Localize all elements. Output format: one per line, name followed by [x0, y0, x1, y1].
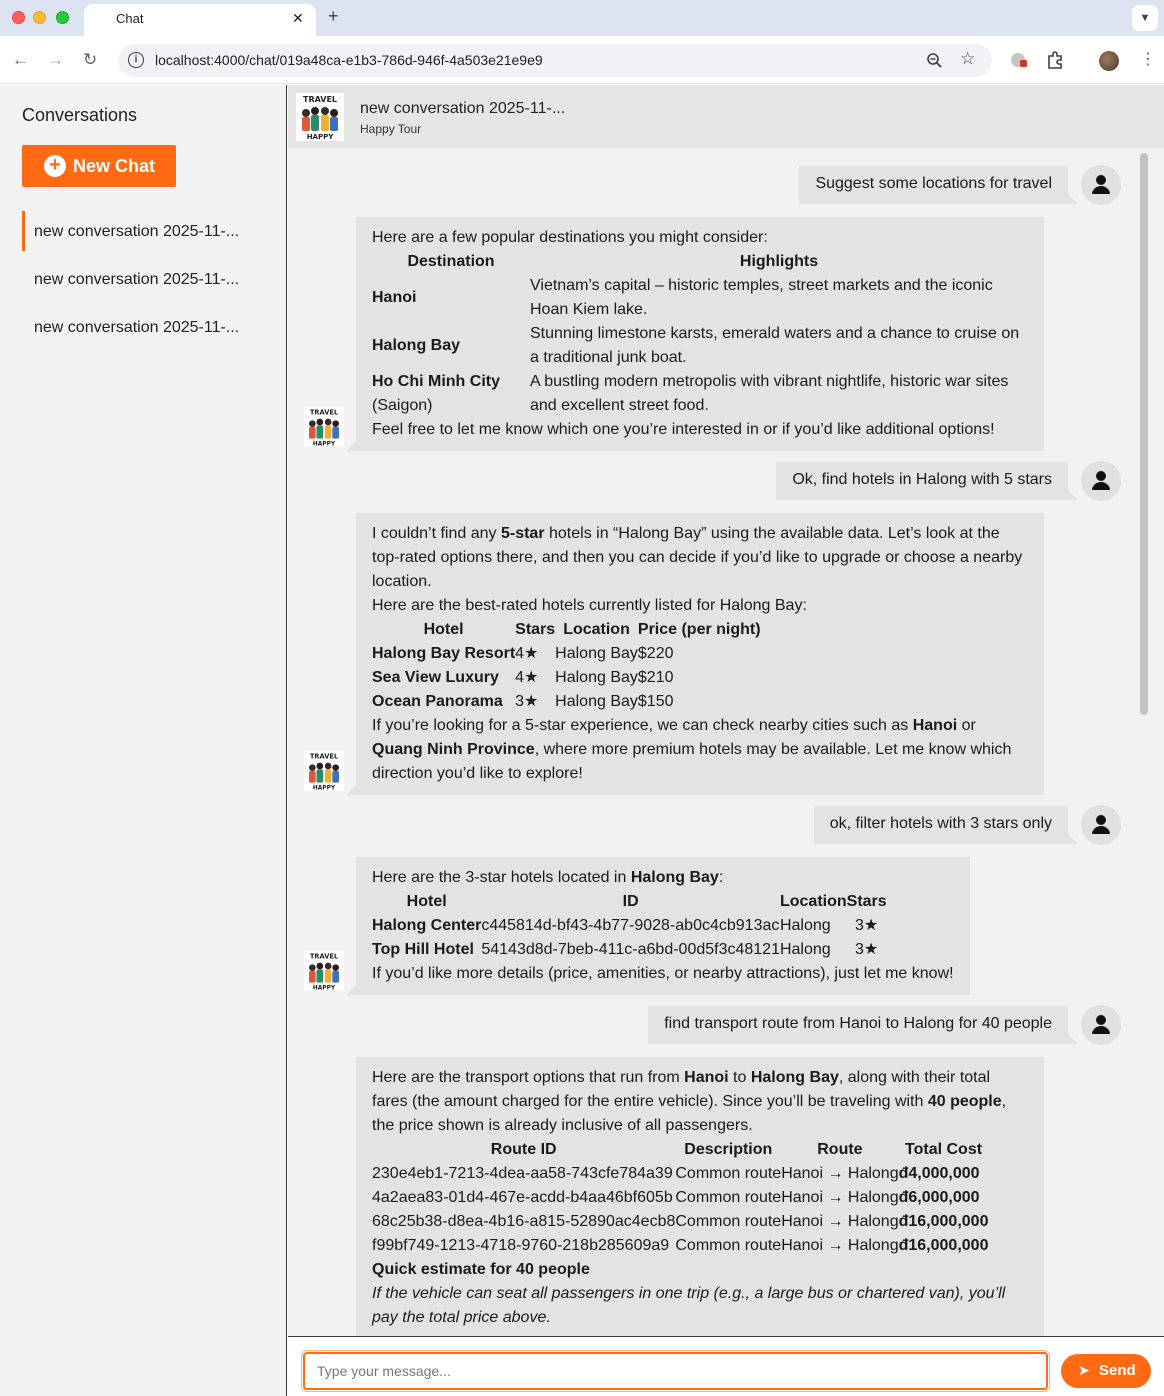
table-row: f99bf749-1213-4718-9760-218b285609a9 Common route Hanoi → Halong đ16,000,000: [372, 1237, 989, 1254]
table-header: Stars: [846, 893, 887, 910]
site-info-icon[interactable]: i: [128, 52, 144, 68]
assistant-avatar-logo: [304, 751, 344, 791]
user-message: ok, filter hotels with 3 stars only: [814, 806, 1068, 844]
svg-text:TRAVEL: TRAVEL: [302, 95, 338, 104]
assistant-avatar-logo: [304, 951, 344, 991]
conversation-item-3[interactable]: new conversation 2025-11-...: [34, 319, 240, 336]
close-window-button[interactable]: [12, 11, 25, 24]
message-text: Here are a few popular destinations you might consider:: [372, 229, 768, 246]
message-text: Feel free to let me know which one you’re interested in or if you’d like additional options!: [372, 421, 995, 438]
zoom-icon[interactable]: [926, 51, 944, 71]
new-tab-button[interactable]: +: [328, 6, 339, 26]
forward-arrow-icon[interactable]: →: [47, 50, 64, 69]
table-row: 68c25b38-d8ea-4b16-a815-52890ac4ecb8 Common route Hanoi → Halong đ16,000,000: [372, 1213, 989, 1230]
table-header: Location: [779, 893, 847, 910]
message-input[interactable]: [303, 1352, 1048, 1390]
table-header: Destination: [407, 253, 495, 270]
url-text: localhost:4000/chat/019a48ca-e1b3-786d-946f-4a503e21e9e9: [155, 52, 543, 68]
table-header: Hotel: [423, 621, 464, 638]
assistant-message: [356, 857, 970, 995]
browser-toolbar: [0, 36, 1164, 84]
user-avatar-icon: [1081, 805, 1121, 845]
table-header: Route ID: [490, 1141, 557, 1158]
address-bar[interactable]: [118, 44, 992, 77]
assistant-message: [356, 217, 1044, 451]
svg-text:TRAVEL: TRAVEL: [309, 408, 339, 417]
message-text: Quick estimate for 40 people: [372, 1261, 590, 1278]
svg-text:TRAVEL: TRAVEL: [309, 952, 339, 961]
chat-main: [288, 85, 1164, 1396]
assistant-message: [356, 513, 1044, 795]
user-message: Suggest some locations for travel: [799, 166, 1068, 204]
user-avatar-icon: [1081, 461, 1121, 501]
hotels-table: [372, 618, 761, 714]
user-message: find transport route from Hanoi to Halong for 40 people: [648, 1006, 1068, 1044]
extension-shield-icon[interactable]: [1009, 50, 1029, 70]
chat-title: new conversation 2025-11-...: [360, 100, 566, 117]
user-avatar-icon: [1081, 165, 1121, 205]
table-row: Sea View Luxury 4★ Halong Bay $210: [372, 669, 674, 686]
browser-tab[interactable]: [84, 4, 316, 36]
message-text: I couldn’t find any 5‑star hotels in “Halong Bay” using the available data. Let’s look at the top‑rated options there, and then you can decide if you’d like to upgrade or choose a nearby location.: [372, 525, 1023, 590]
extensions-puzzle-icon[interactable]: [1045, 50, 1065, 70]
table-header: Description: [684, 1141, 773, 1158]
maximize-window-button[interactable]: [56, 11, 69, 24]
message-text: Here are the 3‑star hotels located in Halong Bay:: [372, 869, 724, 886]
table-header: Total Cost: [905, 1141, 983, 1158]
message-text: Here are the best‑rated hotels currently listed for Halong Bay:: [372, 597, 807, 614]
table-header: Highlights: [739, 253, 819, 270]
minimize-window-button[interactable]: [33, 11, 46, 24]
svg-text:HAPPY: HAPPY: [306, 133, 334, 141]
table-row: Halong Center c445814d-bf43-4b77-9028-ab0c4cb913ac Halong 3★: [372, 917, 879, 934]
table-header: Hotel: [406, 893, 447, 910]
conversations-sidebar: [0, 85, 287, 1396]
scrollbar-thumb[interactable]: [1140, 153, 1148, 715]
back-arrow-icon[interactable]: ←: [12, 50, 29, 69]
send-button[interactable]: [1061, 1354, 1151, 1388]
table-header: Price (per night): [637, 621, 761, 638]
table-row: Top Hill Hotel 54143d8d-7beb-411c-a6bd-00d5f3c48121 Halong 3★: [372, 941, 879, 958]
svg-text:HAPPY: HAPPY: [312, 785, 336, 791]
tab-search-chevron-icon[interactable]: ▼: [1132, 5, 1158, 31]
assistant-avatar-logo: [304, 407, 344, 447]
three-star-hotels-table: [372, 890, 887, 962]
user-message: Ok, find hotels in Halong with 5 stars: [776, 462, 1068, 500]
message-text: If you’d like more details (price, amenities, or nearby attractions), just let me know!: [372, 965, 954, 982]
bookmark-star-icon[interactable]: ☆: [960, 49, 976, 68]
send-icon: ➤: [1078, 1362, 1090, 1378]
table-row: Halong Bay Resort 4★ Halong Bay $220: [372, 645, 674, 662]
new-chat-label: New Chat: [73, 156, 156, 176]
transport-routes-table: [372, 1138, 988, 1258]
chat-header: [288, 85, 1164, 148]
conversation-item-2[interactable]: new conversation 2025-11-...: [34, 271, 240, 288]
message-text: If you’re looking for a 5‑star experience, we can check nearby cities such as Hanoi or Quang Ninh Province, where more premium hotels may be available. Let me know which direction you’d like to explore!: [372, 717, 1012, 782]
message-text: Here are the transport options that run from Hanoi to Halong Bay, along with their total fares (the amount charged for the entire vehicle). Since you’ll be traveling with 40 people, the price shown is already inclusive of all passengers.: [372, 1069, 1007, 1134]
table-row: 4a2aea83-01d4-467e-acdd-b4aa46bf605b Common route Hanoi → Halong đ6,000,000: [372, 1189, 980, 1206]
table-header: Route: [817, 1141, 863, 1158]
assistant-message: [356, 1057, 1044, 1336]
svg-text:HAPPY: HAPPY: [312, 985, 336, 991]
close-tab-icon[interactable]: ✕: [292, 10, 304, 26]
destinations-table: [372, 250, 1028, 418]
browser-tabstrip: [0, 0, 1164, 36]
table-row: Ho Chi Minh City (Saigon) A bustling modern metropolis with vibrant nightlife, historic war sites and excellent street food.: [372, 373, 1009, 414]
table-header: ID: [622, 893, 639, 910]
plus-icon: +: [44, 155, 66, 177]
new-chat-button[interactable]: [22, 145, 176, 187]
table-row: Ocean Panorama 3★ Halong Bay $150: [372, 693, 674, 710]
table-header: Stars: [515, 621, 556, 638]
browser-menu-icon[interactable]: ⋮: [1140, 51, 1156, 68]
message-text: If the vehicle can seat all passengers in one trip (e.g., a large bus or chartered van), you’ll pay the total price above.: [372, 1285, 1006, 1326]
table-row: 230e4eb1-7213-4dea-aa58-743cfe784a39 Common route Hanoi → Halong đ4,000,000: [372, 1165, 980, 1182]
conversation-item-1[interactable]: new conversation 2025-11-...: [22, 211, 262, 251]
send-label: Send: [1099, 1362, 1136, 1379]
chat-subtitle: Happy Tour: [360, 122, 422, 136]
tab-title: Chat: [116, 11, 144, 26]
sidebar-title: Conversations: [22, 105, 138, 125]
message-input-bar: [288, 1336, 1164, 1396]
travel-happy-logo: [296, 93, 344, 141]
table-row: Halong Bay Stunning limestone karsts, emerald waters and a chance to cruise on a traditional junk boat.: [372, 325, 1020, 366]
table-header: Location: [563, 621, 630, 638]
user-avatar-icon: [1081, 1005, 1121, 1045]
svg-text:TRAVEL: TRAVEL: [309, 752, 339, 761]
reload-icon[interactable]: ↻: [83, 50, 98, 69]
profile-avatar[interactable]: [1099, 51, 1119, 71]
svg-text:HAPPY: HAPPY: [312, 441, 336, 447]
message-list[interactable]: [288, 148, 1164, 1336]
table-row: Hanoi Vietnam’s capital – historic temples, street markets and the iconic Hoan Kiem lake.: [372, 277, 993, 318]
